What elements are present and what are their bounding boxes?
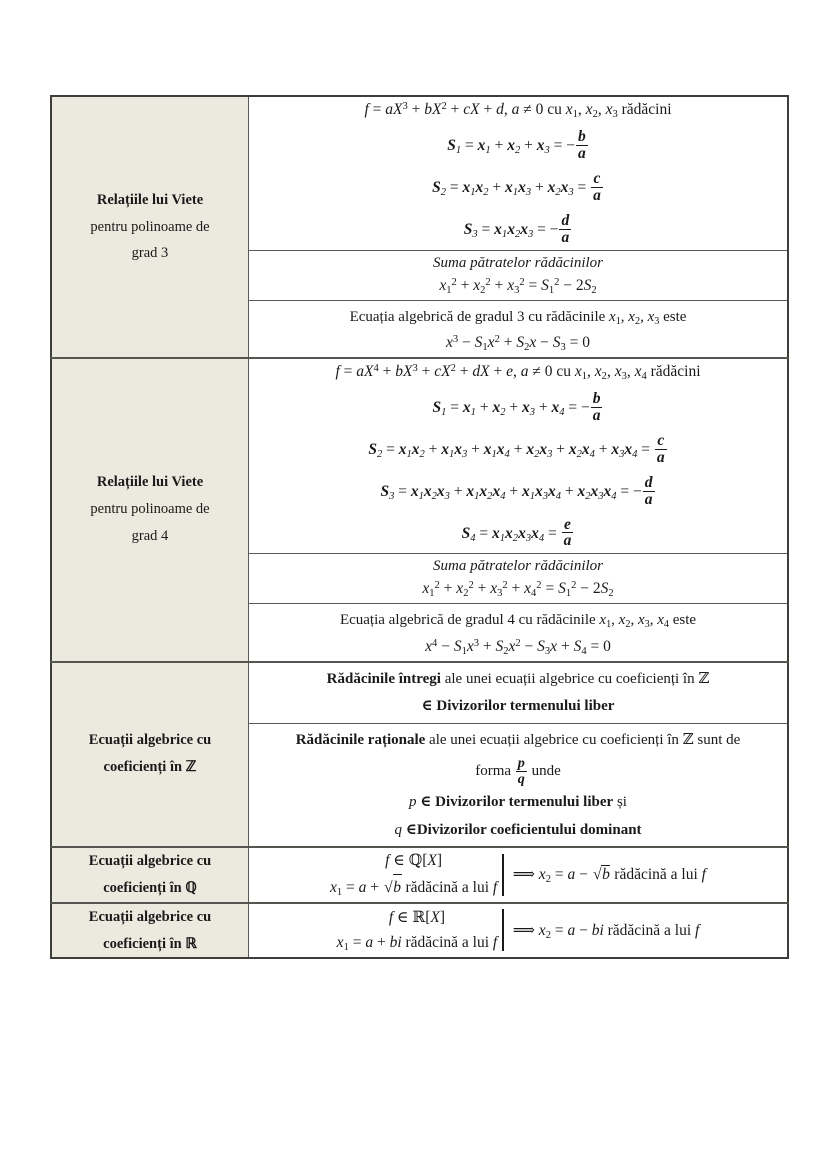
section-label-line2: coeficienți în ℤ xyxy=(103,759,197,776)
vertical-rule-icon xyxy=(502,909,504,951)
section-label-line2: pentru polinoame de xyxy=(90,218,210,235)
math-definition-grad3: $f = aX^3 + bX^2$ + cX + d, a ≠ 0 cu $x_1$, $x_2$, $x_3$ rădăcini xyxy=(364,101,672,120)
math-s3-grad4: $S_3 = x_1x_2x_3 + x_1x_2x_4 + x_1x_3x_4 + x_2x_3x_4$ = − $\frac{d}{a}$ xyxy=(380,473,653,508)
text-radacini-rationale-line2: forma $\frac{p}{q}$ unde xyxy=(475,755,561,787)
section-label-line2: coeficienți în ℚ xyxy=(103,879,197,896)
text-radacini-intregi-line1: Rădăcinile întregi ale unei ecuații algebrice cu coeficienți în ℤ xyxy=(326,670,710,687)
cell-suma-patratelor-grad4 xyxy=(249,554,789,604)
math-ecuatia-grad4: $x^4 - S_1x^3 + S_2x^2 - S_3x + S_4 = 0$ xyxy=(425,637,611,657)
section-label-coeficienti-R xyxy=(51,903,249,959)
section-label-viete-grad-4 xyxy=(51,358,249,662)
conjugate-root-R: $x_1 = a$ + bi rădăcină a lui f xyxy=(336,934,498,954)
cell-conjugat-Q xyxy=(249,847,789,903)
math-s4-grad4: $S_4 = x_1x_2x_3x_4$ = $\frac{e}{a}$ xyxy=(461,515,572,550)
cell-radacini-rationale xyxy=(249,723,789,847)
conjugate-field-R: f ∈ ℝ[X] xyxy=(388,908,446,926)
section-label-coeficienti-Q xyxy=(51,847,249,903)
cell-suma-patratelor-grad3 xyxy=(249,250,789,300)
conjugate-pair-R xyxy=(249,905,787,957)
heading-suma-patratelor-grad3: Suma pătratelor rădăcinilor xyxy=(432,254,603,271)
section-label-title: Relațiile lui Viete xyxy=(96,191,204,208)
conjugate-pair-Q xyxy=(249,848,787,901)
section-label-title: Relațiile lui Viete xyxy=(96,474,204,491)
section-label-coeficienti-Z xyxy=(51,662,249,848)
conjugate-hypothesis-R xyxy=(337,905,503,957)
section-label-title: Ecuații algebrice cu xyxy=(88,853,212,870)
table-row xyxy=(51,662,788,724)
math-s2-grad3: $S_2 = x_1x_2 + x_1x_3 + x_2x_3$ = $\frac{c}{a}$ xyxy=(432,169,601,204)
math-s1-grad4: $S_1 = x_1 + x_2 + x_3 + x_4$ = − $\frac{b}{a}$ xyxy=(432,389,601,424)
text-radacini-rationale-line3: p ∈ Divizorilor termenului liber și xyxy=(409,794,627,811)
cell-formulas-grad4 xyxy=(249,358,789,554)
heading-ecuatia-grad4: Ecuația algebrică de gradul 4 cu rădăcinile $x_1$, $x_2$, $x_3$, $x_4$ este xyxy=(339,612,697,631)
conjugate-field-Q: f ∈ ℚ[X] xyxy=(385,852,443,870)
table-row xyxy=(51,96,788,250)
section-label-line2: coeficienți în ℝ xyxy=(103,935,197,952)
conjugate-root-Q: $x_1 = a + √b$ rădăcină a lui f xyxy=(330,874,497,901)
vertical-rule-icon xyxy=(502,854,504,896)
table-row xyxy=(51,358,788,554)
text-radacini-intregi-line2: ∈ Divizorilor termenului liber xyxy=(421,698,615,715)
conjugate-conclusion-Q: ⟹ $x_2 = a - √b$ rădăcină a lui f xyxy=(512,865,706,885)
viete-reference-sheet xyxy=(50,95,789,959)
math-s3-grad3: $S_3 = x_1x_2x_3$ = − $\frac{d}{a}$ xyxy=(463,211,570,246)
section-label-line3: grad 4 xyxy=(131,528,169,545)
conjugate-hypothesis-Q xyxy=(330,848,502,901)
section-label-title: Ecuații algebrice cu xyxy=(88,908,212,925)
viete-table xyxy=(50,95,789,959)
math-definition-grad4: $f = aX^4 + bX^3 + cX^2$ + dX + e, a ≠ 0 cu $x_1$, $x_2$, $x_3$, $x_4$ rădăcini xyxy=(335,362,701,382)
section-label-viete-grad-3 xyxy=(51,96,249,358)
math-suma-patratelor-grad4: $x_1^2 + x_2^2 + x_3^2 + x_4^2 = S_1^2 - 2S_2$ xyxy=(422,580,614,600)
heading-suma-patratelor-grad4: Suma pătratelor rădăcinilor xyxy=(432,558,603,575)
math-s1-grad3: $S_1 = x_1 + x_2 + x_3$ = − $\frac{b}{a}$ xyxy=(447,127,586,162)
section-label-line2: pentru polinoame de xyxy=(90,501,210,518)
math-suma-patratelor-grad3: $x_1^2 + x_2^2 + x_3^2 = S_1^2 - 2S_2$ xyxy=(439,276,597,296)
section-label-title: Ecuații algebrice cu xyxy=(88,732,212,749)
math-s2-grad4: $S_2 = x_1x_2 + x_1x_3 + x_1x_4 + x_2x_3 + x_2x_4 + x_3x_4$ = $\frac{c}{a}$ xyxy=(368,431,665,466)
section-label-line3: grad 3 xyxy=(131,245,169,262)
cell-ecuatia-grad4 xyxy=(249,604,789,662)
math-ecuatia-grad3: $x^3 - S_1x^2 + S_2x - S_3 = 0$ xyxy=(446,333,590,353)
text-radacini-rationale-line4: q ∈Divizorilor coeficientului dominant xyxy=(394,821,642,838)
cell-ecuatia-grad3 xyxy=(249,300,789,358)
table-row xyxy=(51,903,788,959)
heading-ecuatia-grad3: Ecuația algebrică de gradul 3 cu rădăcinile $x_1$, $x_2$, $x_3$ este xyxy=(349,308,687,327)
table-row xyxy=(51,847,788,903)
conjugate-conclusion-R: ⟹ $x_2 = a$ − bi rădăcină a lui f xyxy=(512,921,700,941)
text-radacini-rationale-line1: Rădăcinile raționale ale unei ecuații algebrice cu coeficienți în ℤ sunt de xyxy=(295,731,741,748)
cell-conjugat-R xyxy=(249,903,789,959)
cell-formulas-grad3 xyxy=(249,96,789,250)
cell-radacini-intregi xyxy=(249,662,789,724)
